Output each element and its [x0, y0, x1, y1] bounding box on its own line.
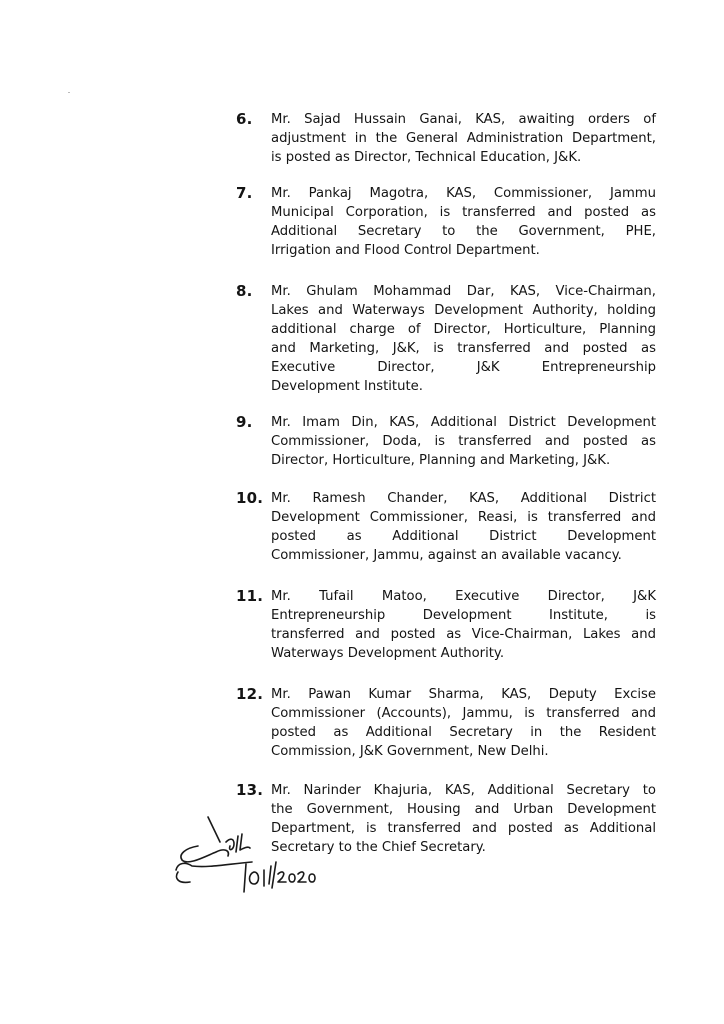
text-line: Development Commissioner, Reasi, is transferred and — [271, 510, 656, 526]
item-text — [271, 110, 656, 167]
text-line: is posted as Director, Technical Education, J&K. — [271, 150, 582, 166]
text-line: Commission, J&K Government, New Delhi. — [271, 744, 549, 760]
text-line: Mr. Sajad Hussain Ganai, KAS, awaiting orders of — [271, 112, 656, 127]
text-line: Executive Director, J&K Entrepreneurship — [271, 360, 656, 376]
text-line: Mr. Narinder Khajuria, KAS, Additional Secretary to — [271, 783, 656, 798]
text-line: Mr. Pankaj Magotra, KAS, Commissioner, Jammu — [271, 186, 656, 201]
text-line: Irrigation and Flood Control Department. — [271, 243, 540, 259]
text-line: Mr. Ramesh Chander, KAS, Additional District — [271, 491, 656, 506]
item-text — [271, 184, 656, 260]
item-text — [271, 587, 656, 663]
item-number: 12. — [236, 685, 264, 703]
item-number: 8. — [236, 282, 253, 300]
item-number: 6. — [236, 110, 253, 128]
item-text — [271, 685, 656, 761]
item-text — [271, 282, 656, 397]
text-line: posted as Additional Secretary in the Resident — [271, 725, 656, 741]
text-line: Mr. Tufail Matoo, Executive Director, J&K — [271, 589, 656, 604]
item-number: 10. — [236, 489, 264, 507]
item-text — [271, 413, 656, 470]
text-line: additional charge of Director, Horticulture, Planning — [271, 322, 656, 338]
text-line: posted as Additional District Development — [271, 529, 656, 545]
item-number: 13. — [236, 781, 264, 799]
text-line: Mr. Imam Din, KAS, Additional District Development — [271, 415, 656, 430]
text-line: Entrepreneurship Development Institute, is — [271, 608, 656, 624]
text-line: Municipal Corporation, is transferred and posted as — [271, 205, 656, 221]
text-line: adjustment in the General Administration Department, — [271, 131, 656, 147]
text-line: Director, Horticulture, Planning and Marketing, J&K. — [271, 453, 611, 469]
text-line: Mr. Ghulam Mohammad Dar, KAS, Vice-Chairman, — [271, 284, 656, 299]
text-line: transferred and posted as Vice-Chairman, Lakes and — [271, 627, 656, 643]
text-line: Commissioner (Accounts), Jammu, is transferred and — [271, 706, 656, 722]
text-line: Development Institute. — [271, 379, 423, 395]
text-line: Lakes and Waterways Development Authority, holding — [271, 303, 656, 319]
item-number: 9. — [236, 413, 253, 431]
text-line: Department, is transferred and posted as Additional — [271, 821, 656, 837]
item-text — [271, 781, 656, 857]
text-line: Additional Secretary to the Government, PHE, — [271, 224, 656, 240]
text-line: Secretary to the Chief Secretary. — [271, 840, 486, 856]
scan-speck — [68, 92, 70, 93]
text-line: and Marketing, J&K, is transferred and posted as — [271, 341, 656, 357]
text-line: the Government, Housing and Urban Development — [271, 802, 656, 818]
item-number: 11. — [236, 587, 264, 605]
text-line: Mr. Pawan Kumar Sharma, KAS, Deputy Excise — [271, 687, 656, 702]
item-number: 7. — [236, 184, 253, 202]
item-text — [271, 489, 656, 565]
text-line: Waterways Development Authority. — [271, 646, 505, 662]
handwritten-signature-icon — [168, 812, 318, 907]
text-line: Commissioner, Doda, is transferred and posted as — [271, 434, 656, 450]
text-line: Commissioner, Jammu, against an available vacancy. — [271, 548, 622, 564]
